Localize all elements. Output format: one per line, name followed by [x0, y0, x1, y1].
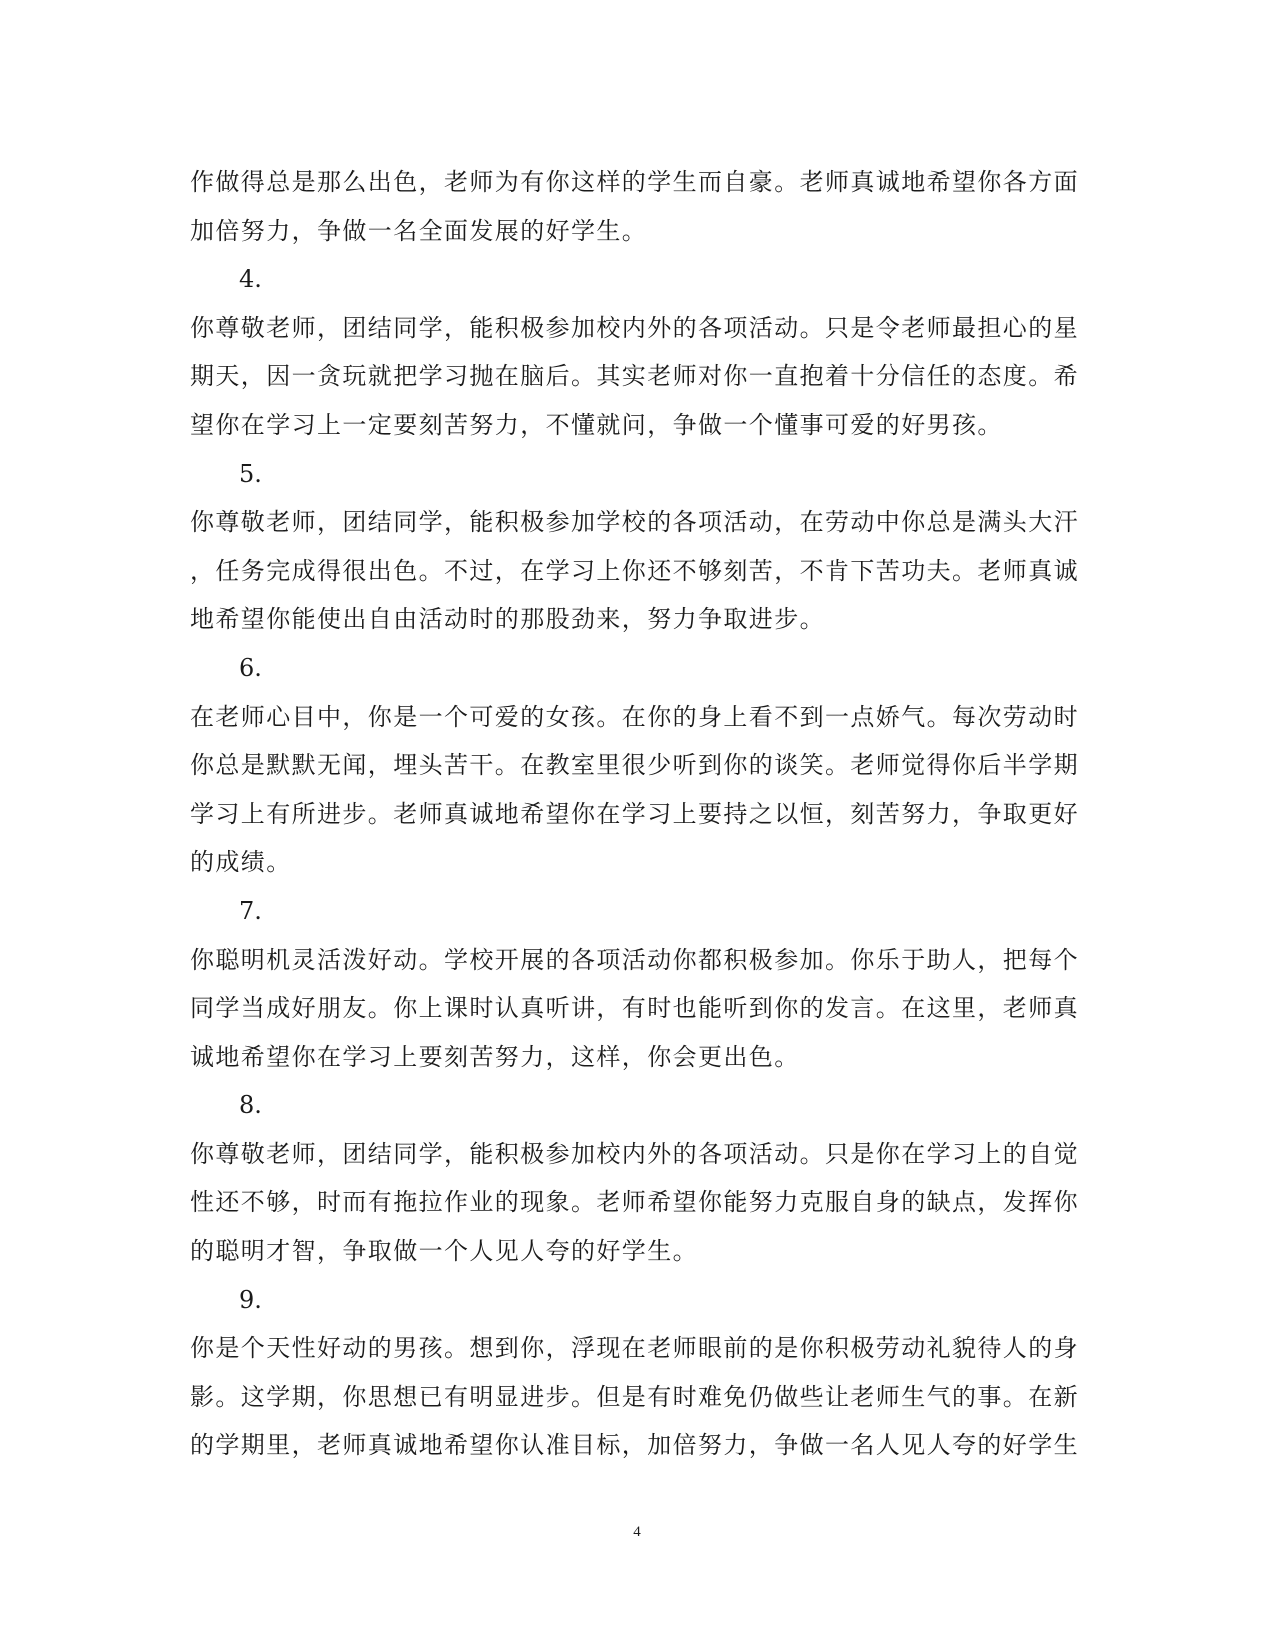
text-line: 作做得总是那么出色，老师为有你这样的学生而自豪。老师真诚地希望你各方面: [190, 168, 1079, 196]
item-number: 5.: [239, 459, 262, 488]
page-number: 4: [633, 1524, 641, 1540]
document-body: [190, 158, 1079, 1470]
text-line: ，任务完成得很出色。不过，在学习上你还不够刻苦，不肯下苦功夫。老师真诚: [190, 556, 1079, 585]
text-line: 你聪明机灵活泼好动。学校开展的各项活动你都积极参加。你乐于助人，把每个: [190, 945, 1079, 974]
text-line: 在老师心目中，你是一个可爱的女孩。在你的身上看不到一点娇气。每次劳动时: [190, 702, 1079, 731]
text-line: 你尊敬老师，团结同学，能积极参加校内外的各项活动。只是令老师最担心的星: [190, 313, 1079, 342]
text-line: 的成绩。: [190, 848, 292, 877]
text-line: 的聪明才智，争取做一个人见人夸的好学生。: [190, 1237, 698, 1266]
text-line: 地希望你能使出自由活动时的那股劲来，努力争取进步。: [190, 605, 825, 634]
text-line: 学习上有所进步。老师真诚地希望你在学习上要持之以恒，刻苦努力，争取更好: [190, 799, 1079, 828]
text-line: 你是个天性好动的男孩。想到你，浮现在老师眼前的是你积极劳动礼貌待人的身: [190, 1334, 1079, 1363]
item-number: 4.: [239, 265, 262, 294]
text-line: 期天，因一贪玩就把学习抛在脑后。其实老师对你一直抱着十分信任的态度。希: [190, 362, 1079, 391]
item-number: 8.: [239, 1091, 262, 1120]
text-line: 同学当成好朋友。你上课时认真听讲，有时也能听到你的发言。在这里，老师真: [190, 994, 1079, 1023]
text-line: 你尊敬老师，团结同学，能积极参加校内外的各项活动。只是你在学习上的自觉: [190, 1139, 1079, 1168]
text-line: 的学期里，老师真诚地希望你认准目标，加倍努力，争做一名人见人夸的好学生: [190, 1431, 1079, 1460]
item-number: 7.: [239, 896, 262, 925]
text-line: 你尊敬老师，团结同学，能积极参加学校的各项活动，在劳动中你总是满头大汗: [190, 508, 1079, 537]
item-number: 9.: [239, 1285, 262, 1314]
text-line: 诚地希望你在学习上要刻苦努力，这样，你会更出色。: [190, 1042, 800, 1071]
item-number: 6.: [239, 653, 262, 682]
text-line: 性还不够，时而有拖拉作业的现象。老师希望你能努力克服自身的缺点，发挥你: [190, 1188, 1079, 1217]
text-line: 望你在学习上一定要刻苦努力，不懂就问，争做一个懂事可爱的好男孩。: [190, 410, 1003, 439]
text-line: 你总是默默无闻，埋头苦干。在教室里很少听到你的谈笑。老师觉得你后半学期: [190, 751, 1079, 780]
text-line: 影。这学期，你思想已有明显进步。但是有时难免仍做些让老师生气的事。在新: [190, 1382, 1079, 1411]
text-line: 加倍努力，争做一名全面发展的好学生。: [190, 216, 648, 245]
